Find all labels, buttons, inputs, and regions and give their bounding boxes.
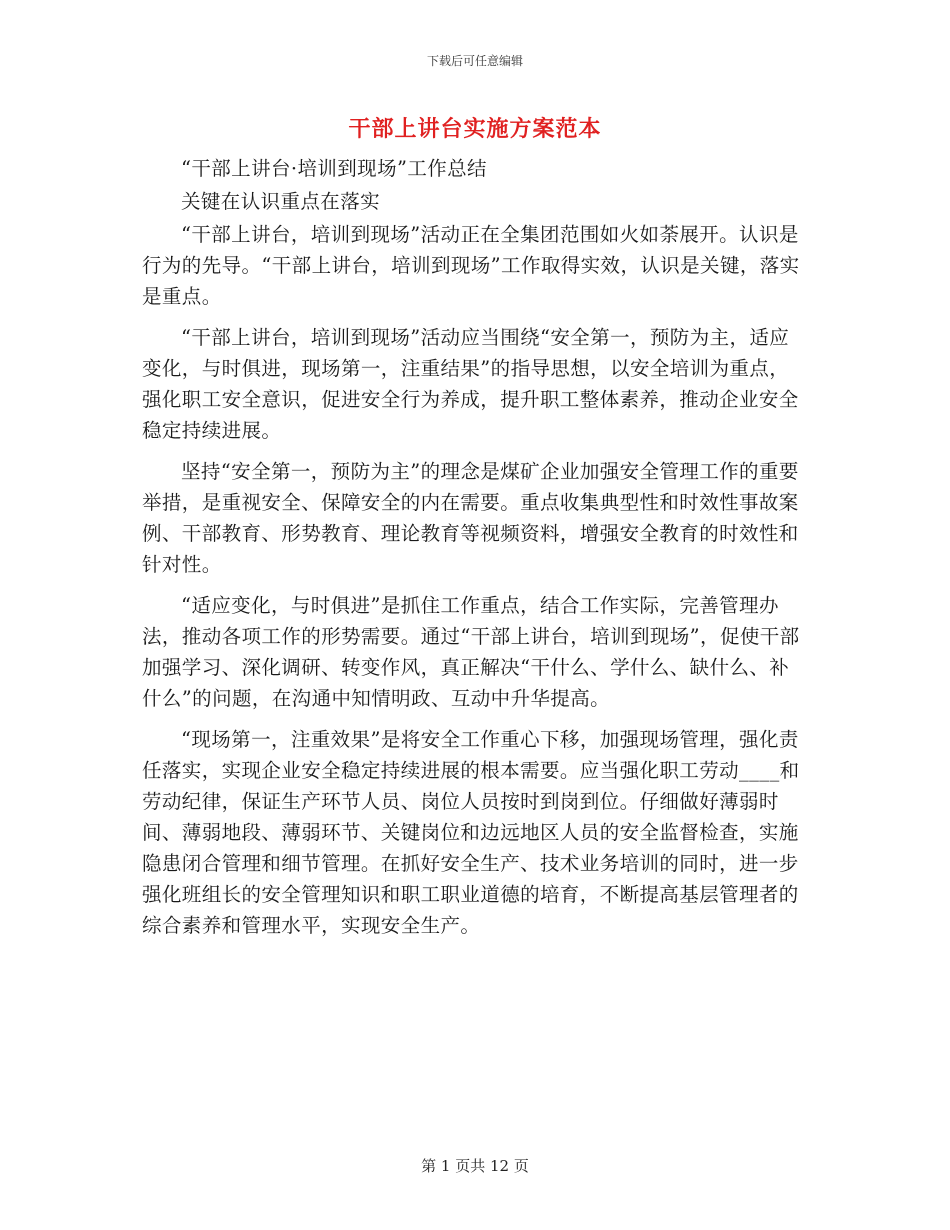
document-subtitle: “干部上讲台·培训到现场”工作总结 — [181, 157, 487, 180]
body-paragraph-1: “干部上讲台，培训到现场”活动正在全集团范围如火如荼展开。认识是行为的先导。“干部上讲台，培训到现场”工作取得实效，认识是关键，落实是重点。 — [142, 223, 800, 308]
document-body — [142, 153, 808, 951]
page-header-note: 下载后可任意编辑 — [426, 54, 523, 68]
body-paragraph-2: “干部上讲台，培训到现场”活动应当围绕“安全第一，预防为主，适应变化，与时俱进，现场第一，注重结果”的指导思想，以安全培训为重点，强化职工安全意识，促进安全行为养成，提升职工整体素养，推动企业安全稳定持续进展。 — [142, 326, 799, 442]
page-footer: 第 1 页共 12 页 — [421, 1157, 529, 1175]
section-heading: 关键在认识重点在落实 — [181, 190, 381, 213]
body-paragraph-5: “现场第一，注重效果”是将安全工作重心下移，加强现场管理，强化责任落实，实现企业安全稳定持续进展的根本需要。应当强化职工劳动____和劳动纪律，保证生产环节人员、岗位人员按时到岗到位。仔细做好薄弱时间、薄弱地段、薄弱环节、关键岗位和边远地区人员的安全监督检查，实施隐患闭合管理和细节管理。在抓好安全生产、技术业务培训的同时，进一步强化班组长的安全管理知识和职工职业道德的培育，不断提高基层管理者的综合素养和管理水平，实现安全生产。 — [142, 728, 800, 937]
body-paragraph-3: 坚持“安全第一，预防为主”的理念是煤矿企业加强安全管理工作的重要举措，是重视安全、保障安全的内在需要。重点收集典型性和时效性事故案例、干部教育、形势教育、理论教育等视频资料，增强安全教育的时效性和针对性。 — [142, 460, 799, 576]
body-paragraph-4: “适应变化，与时俱进”是抓住工作重点，结合工作实际，完善管理办法，推动各项工作的形势需要。通过“干部上讲台，培训到现场”，促使干部加强学习、深化调研、转变作风，真正解决“干什么、学什么、缺什么、补什么”的问题，在沟通中知情明政、互动中升华提高。 — [142, 594, 800, 710]
document-title: 干部上讲台实施方案范本 — [348, 116, 602, 142]
